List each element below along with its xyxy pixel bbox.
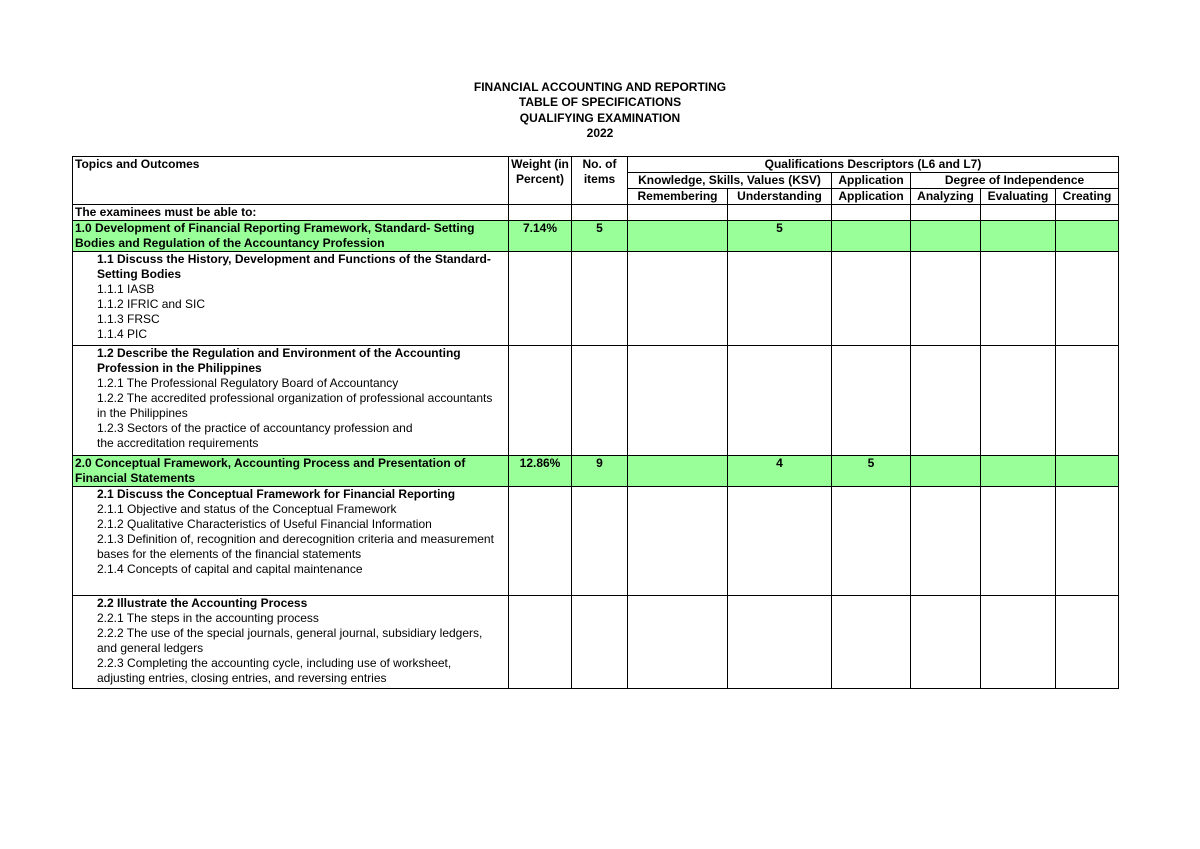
subtopic-content: 1.2 Describe the Regulation and Environment of the Accounting Profession in the Philippines 1.2.1 The Professional Regulatory Board of Accountancy 1.2.2 The accredited professional organization of professional accountants in the Philippines 1.2.3 Sectors of the practice of accountancy profession and the accreditation requirements	[73, 346, 509, 456]
title-exam: QUALIFYING EXAMINATION	[519, 110, 681, 125]
header-evaluating: Evaluating	[981, 189, 1056, 205]
header-ksv: Knowledge, Skills, Values (KSV)	[628, 173, 832, 189]
section-creating	[1056, 456, 1119, 487]
title-subject: FINANCIAL ACCOUNTING AND REPORTING	[473, 80, 727, 94]
subtopic-content: 2.1 Discuss the Conceptual Framework for Financial Reporting 2.1.1 Objective and status of the Conceptual Framework 2.1.2 Qualitative Characteristics of Useful Financial Information 2.1.3 Definition of, recognition and derecognition criteria and measurement bases for the elements of the financial statements 2.1.4 Concepts of capital and capital maintenance	[73, 487, 509, 596]
title-doc-type: TABLE OF SPECIFICATIONS	[518, 95, 682, 110]
section-title: 2.0 Conceptual Framework, Accounting Process and Presentation of Financial Statements	[73, 456, 509, 487]
section-weight: 7.14%	[509, 221, 572, 252]
section-row-1	[73, 221, 1119, 252]
section-items: 5	[572, 221, 628, 252]
section-creating	[1056, 221, 1119, 252]
header-qualifications: Qualifications Descriptors (L6 and L7)	[628, 157, 1119, 173]
subtopic-row-1-2	[73, 346, 1119, 456]
section-remembering	[628, 221, 728, 252]
section-items: 9	[572, 456, 628, 487]
section-application: 5	[832, 456, 911, 487]
section-remembering	[628, 456, 728, 487]
intro-text: The examinees must be able to:	[73, 205, 509, 221]
title-year: 2022	[586, 125, 614, 140]
subtopic-row-2-1	[73, 487, 1119, 596]
header-independence: Degree of Independence	[911, 173, 1119, 189]
header-creating: Creating	[1056, 189, 1119, 205]
subtopic-content: 1.1 Discuss the History, Development and Functions of the Standard- Setting Bodies 1.1.1 IASB 1.1.2 IFRIC and SIC 1.1.3 FRSC 1.1.4 PIC	[73, 252, 509, 346]
section-title: 1.0 Development of Financial Reporting Framework, Standard- Setting Bodies and Regulation of the Accountancy Profession	[73, 221, 509, 252]
header-application-group: Application	[832, 173, 911, 189]
section-understanding: 4	[728, 456, 832, 487]
header-weight: Weight (in Percent)	[509, 157, 572, 205]
subtopic-row-2-2	[73, 596, 1119, 689]
section-application	[832, 221, 911, 252]
header-analyzing: Analyzing	[911, 189, 981, 205]
section-understanding: 5	[728, 221, 832, 252]
subtopic-content: 2.2 Illustrate the Accounting Process 2.2.1 The steps in the accounting process 2.2.2 The use of the special journals, general journal, subsidiary ledgers, and general ledgers 2.2.3 Completing the accounting cycle, including use of worksheet, adjusting entries, closing entries, and reversing entries	[73, 596, 509, 689]
specifications-table	[72, 156, 1119, 689]
header-application: Application	[832, 189, 911, 205]
section-weight: 12.86%	[509, 456, 572, 487]
header-items: No. of items	[572, 157, 628, 205]
header-understanding: Understanding	[728, 189, 832, 205]
section-evaluating	[981, 221, 1056, 252]
section-row-2	[73, 456, 1119, 487]
header-topics: Topics and Outcomes	[73, 157, 509, 205]
section-analyzing	[911, 221, 981, 252]
section-analyzing	[911, 456, 981, 487]
intro-row	[73, 205, 1119, 221]
subtopic-row-1-1	[73, 252, 1119, 346]
section-evaluating	[981, 456, 1056, 487]
header-remembering: Remembering	[628, 189, 728, 205]
header-row-1	[73, 157, 1119, 173]
document-title	[0, 80, 1200, 141]
